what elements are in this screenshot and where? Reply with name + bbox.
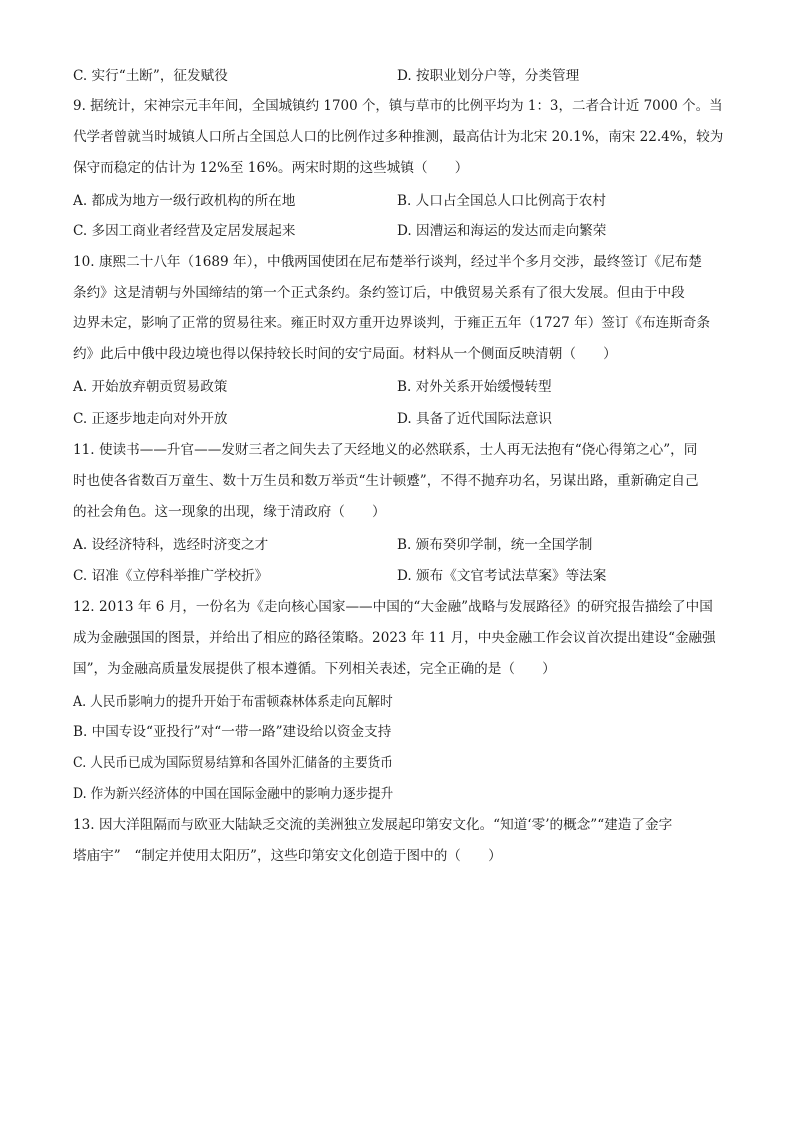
q9-option-b: B. 人口占全国总人口比例高于农村 [397,193,606,209]
q10-option-c: C. 正逐步地走向对外开放 [73,411,228,427]
q10-stem-line-3: 边界未定，影响了正常的贸易往来。雍正时双方重开边界谈判，于雍正五年（1727 年）签订《布连斯奇条 [73,315,711,331]
q11-stem-line-2: 时也使各省数百万童生、数十万生员和数万举贡“生计顿蹙”，不得不抛弃功名，另谋出路，重新确定自己 [73,473,699,489]
q12-option-b: B. 中国专设“亚投行”对“一带一路”建设给以资金支持 [73,724,392,740]
q10-option-b: B. 对外关系开始缓慢转型 [397,379,552,395]
q10-stem-line-1: 10. 康熙二十八年（1689 年），中俄两国使团在尼布楚举行谈判，经过半个多月交涉，最终签订《尼布楚 [73,254,702,270]
q10-option-a: A. 开始放弃朝贡贸易政策 [73,379,228,395]
q12-stem-line-2: 成为金融强国的图景，并给出了相应的路径策略。2023 年 11 月，中央金融工作会议首次提出建设“金融强 [73,630,716,646]
q11-stem-line-3: 的社会角色。这一现象的出现，缘于清政府（ ） [73,504,386,520]
q11-option-c: C. 诏准《立停科举推广学校折》 [73,568,269,584]
q11-option-d: D. 颁布《文官考试法草案》等法案 [397,568,607,584]
q13-stem-line-2: 塔庙宇” “制定并使用太阳历”，这些印第安文化创造于图中的（ ） [73,848,502,864]
q9-stem-line-2: 代学者曾就当时城镇人口所占全国总人口的比例作过多种推测，最高估计为北宋 20.1%，南宋 22.4%，较为 [73,129,724,145]
q11-option-b: B. 颁布癸卯学制，统一全国学制 [397,537,593,553]
q12-option-c: C. 人民币已成为国际贸易结算和各国外汇储备的主要货币 [73,755,393,771]
q9-stem-line-3: 保守而稳定的估计为 12%至 16%。两宋时期的这些城镇（ ） [73,160,469,176]
q12-stem-line-1: 12. 2013 年 6 月，一份名为《走向核心国家——中国的“大金融”战略与发展路径》的研究报告描绘了中国 [73,599,713,615]
q12-option-a: A. 人民币影响力的提升开始于布雷顿森林体系走向瓦解时 [73,694,393,710]
q10-option-d: D. 具备了近代国际法意识 [397,411,552,427]
q13-stem-line-1: 13. 因大洋阻隔而与欧亚大陆缺乏交流的美洲独立发展起印第安文化。“知道‘零’的概念”“建造了金字 [73,817,673,833]
q9-option-c: C. 多因工商业者经营及定居发展起来 [73,223,296,239]
q8-option-d: D. 按职业划分户等，分类管理 [397,68,580,84]
q11-option-a: A. 设经济特科，选经时济变之才 [73,537,269,553]
q9-stem-line-1: 9. 据统计，宋神宗元丰年间，全国城镇约 1700 个，镇与草市的比例平均为 1：3，二者合计近 7000 个。当 [73,98,723,114]
q12-stem-line-3: 国”，为金融高质量发展提供了根本遵循。下列相关表述，完全正确的是（ ） [73,661,556,677]
q10-stem-line-4: 约》此后中俄中段边境也得以保持较长时间的安宁局面。材料从一个侧面反映清朝（ ） [73,346,617,362]
q9-option-d: D. 因漕运和海运的发达而走向繁荣 [397,223,607,239]
q8-option-c: C. 实行“土断”，征发赋役 [73,68,228,84]
q11-stem-line-1: 11. 使读书——升官——发财三者之间失去了天经地义的必然联系，士人再无法抱有“侥心得第之心”，同 [73,442,698,458]
q12-option-d: D. 作为新兴经济体的中国在国际金融中的影响力逐步提升 [73,786,394,802]
q9-option-a: A. 都成为地方一级行政机构的所在地 [73,193,296,209]
q10-stem-line-2: 条约》这是清朝与外国缔结的第一个正式条约。条约签订后，中俄贸易关系有了很大发展。但由于中段 [73,285,685,301]
